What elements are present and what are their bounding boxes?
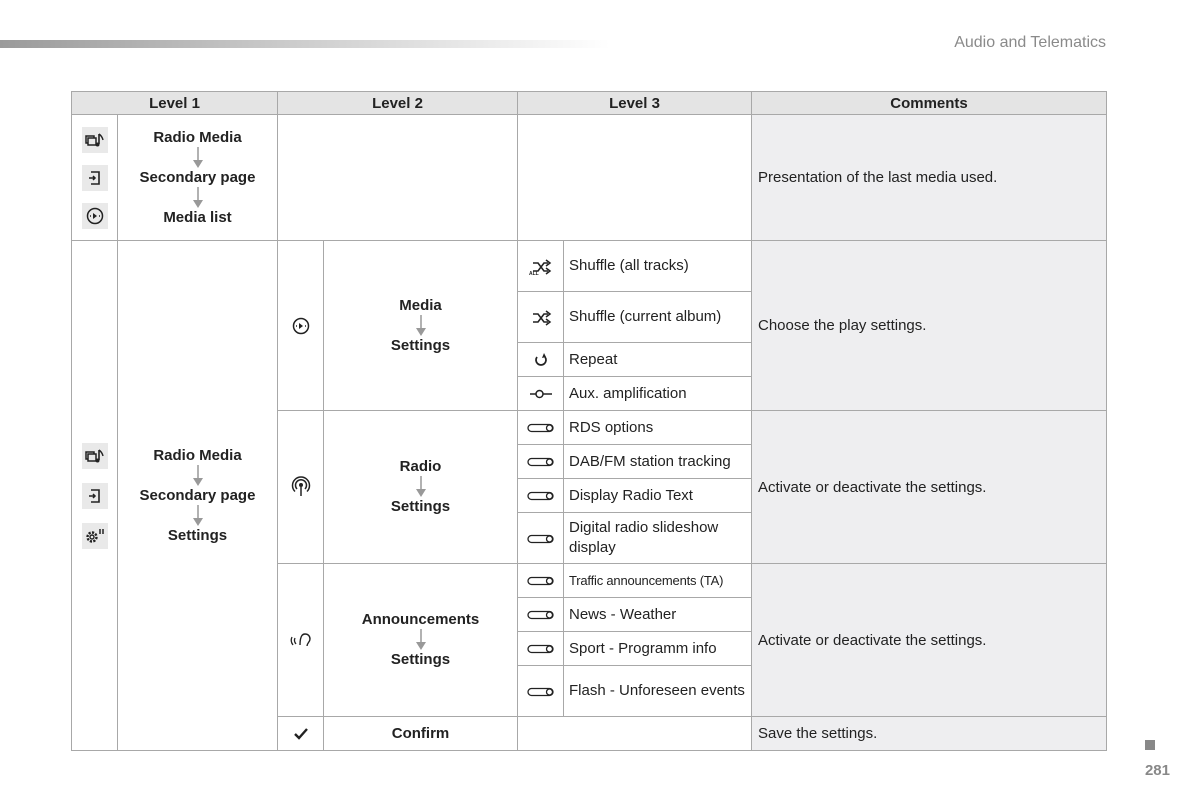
checkmark-icon (293, 727, 309, 741)
level2-empty-cell (278, 115, 518, 241)
media-list-icon (290, 315, 312, 337)
page-marker (1145, 740, 1155, 750)
announcements-icon (289, 629, 313, 651)
toggle-switch-icon (527, 575, 555, 587)
option-label: Repeat (564, 343, 752, 377)
toggle-switch-icon (527, 643, 555, 655)
section-title: Audio and Telematics (954, 34, 1106, 51)
toggle-switch-icon (527, 456, 555, 468)
option-label: RDS options (564, 411, 752, 445)
secondary-page-icon (72, 165, 117, 191)
level1-flow-cell (118, 241, 278, 751)
comment-cell: Presentation of the last media used. (752, 115, 1107, 241)
option-icon-cell (518, 241, 564, 292)
announcements-icon-cell (278, 564, 324, 717)
level1-item: Secondary page (139, 168, 256, 186)
level1-icons-cell (72, 241, 118, 751)
level2-media-cell (324, 241, 518, 411)
level1-icons-cell (72, 115, 118, 241)
toggle-switch-icon (527, 533, 555, 545)
level2-announcements-cell (324, 564, 518, 717)
secondary-page-icon (72, 483, 117, 509)
radio-media-icon (72, 127, 117, 153)
arrow-down-icon (414, 476, 428, 498)
option-icon-cell (518, 292, 564, 343)
comment-cell: Activate or deactivate the settings. (752, 564, 1107, 717)
option-label: Flash - Unforeseen events (564, 666, 752, 717)
option-icon-cell (518, 632, 564, 666)
repeat-icon (532, 352, 550, 368)
toggle-switch-icon (527, 422, 555, 434)
table-row (72, 241, 1107, 292)
col-header-level2: Level 2 (278, 92, 518, 115)
level1-item: Radio Media (153, 128, 242, 146)
comment-cell: Save the settings. (752, 717, 1107, 751)
option-label: News - Weather (564, 598, 752, 632)
option-icon-cell (518, 598, 564, 632)
arrow-down-icon (191, 505, 205, 527)
shuffle-all-icon (529, 259, 553, 275)
option-icon-cell (518, 343, 564, 377)
radio-icon-cell (278, 411, 324, 564)
radio-media-icon (72, 443, 117, 469)
option-label: Shuffle (current album) (564, 292, 752, 343)
header-gradient-bar (0, 40, 610, 48)
option-label: Sport - Programm info (564, 632, 752, 666)
arrow-down-icon (414, 629, 428, 651)
media-icon-cell (278, 241, 324, 411)
settings-gear-icon (72, 523, 117, 549)
col-header-level3: Level 3 (518, 92, 752, 115)
svg-text:ALL: ALL (528, 270, 539, 275)
option-icon-cell (518, 564, 564, 598)
arrow-down-icon (191, 465, 205, 487)
option-icon-cell (518, 479, 564, 513)
page-number: 281 (1144, 762, 1170, 779)
level2-item: Settings (390, 336, 451, 354)
toggle-switch-icon (527, 609, 555, 621)
media-list-icon (72, 203, 117, 229)
option-icon-cell (518, 445, 564, 479)
level2-item: Settings (390, 651, 451, 668)
option-icon-cell (518, 513, 564, 564)
option-label: Aux. amplification (564, 377, 752, 411)
option-label: Shuffle (all tracks) (564, 241, 752, 292)
level1-flow-cell (118, 115, 278, 241)
col-header-level1: Level 1 (72, 92, 278, 115)
comment-cell: Choose the play settings. (752, 241, 1107, 411)
level3-empty-cell (518, 717, 752, 751)
toggle-switch-icon (527, 490, 555, 502)
option-icon-cell (518, 377, 564, 411)
option-icon-cell (518, 411, 564, 445)
confirm-label: Confirm (324, 717, 518, 751)
level3-empty-cell (518, 115, 752, 241)
shuffle-icon (529, 310, 553, 326)
level2-item: Announcements (361, 611, 480, 628)
level2-item: Settings (390, 498, 451, 515)
level1-item: Secondary page (139, 486, 256, 504)
level2-radio-cell (324, 411, 518, 564)
col-header-comments: Comments (752, 92, 1107, 115)
radio-icon (290, 476, 312, 498)
confirm-icon-cell (278, 717, 324, 751)
option-label: Display Radio Text (564, 479, 752, 513)
settings-table (71, 91, 1107, 751)
level1-item: Media list (163, 208, 232, 226)
level1-item: Settings (167, 526, 228, 544)
option-label: Traffic announcements (TA) (564, 564, 752, 598)
toggle-switch-icon (527, 686, 555, 698)
aux-amplification-icon (528, 387, 554, 401)
table-row (72, 115, 1107, 241)
option-label: Digital radio slideshow display (564, 513, 752, 564)
level1-item: Radio Media (153, 446, 242, 464)
arrow-down-icon (414, 315, 428, 337)
option-icon-cell (518, 666, 564, 717)
level2-item: Media (399, 296, 442, 314)
arrow-down-icon (191, 187, 205, 209)
level2-item: Radio (399, 458, 442, 475)
table-header-row (72, 92, 1107, 115)
comment-cell: Activate or deactivate the settings. (752, 411, 1107, 564)
arrow-down-icon (191, 147, 205, 169)
option-label: DAB/FM station tracking (564, 445, 752, 479)
